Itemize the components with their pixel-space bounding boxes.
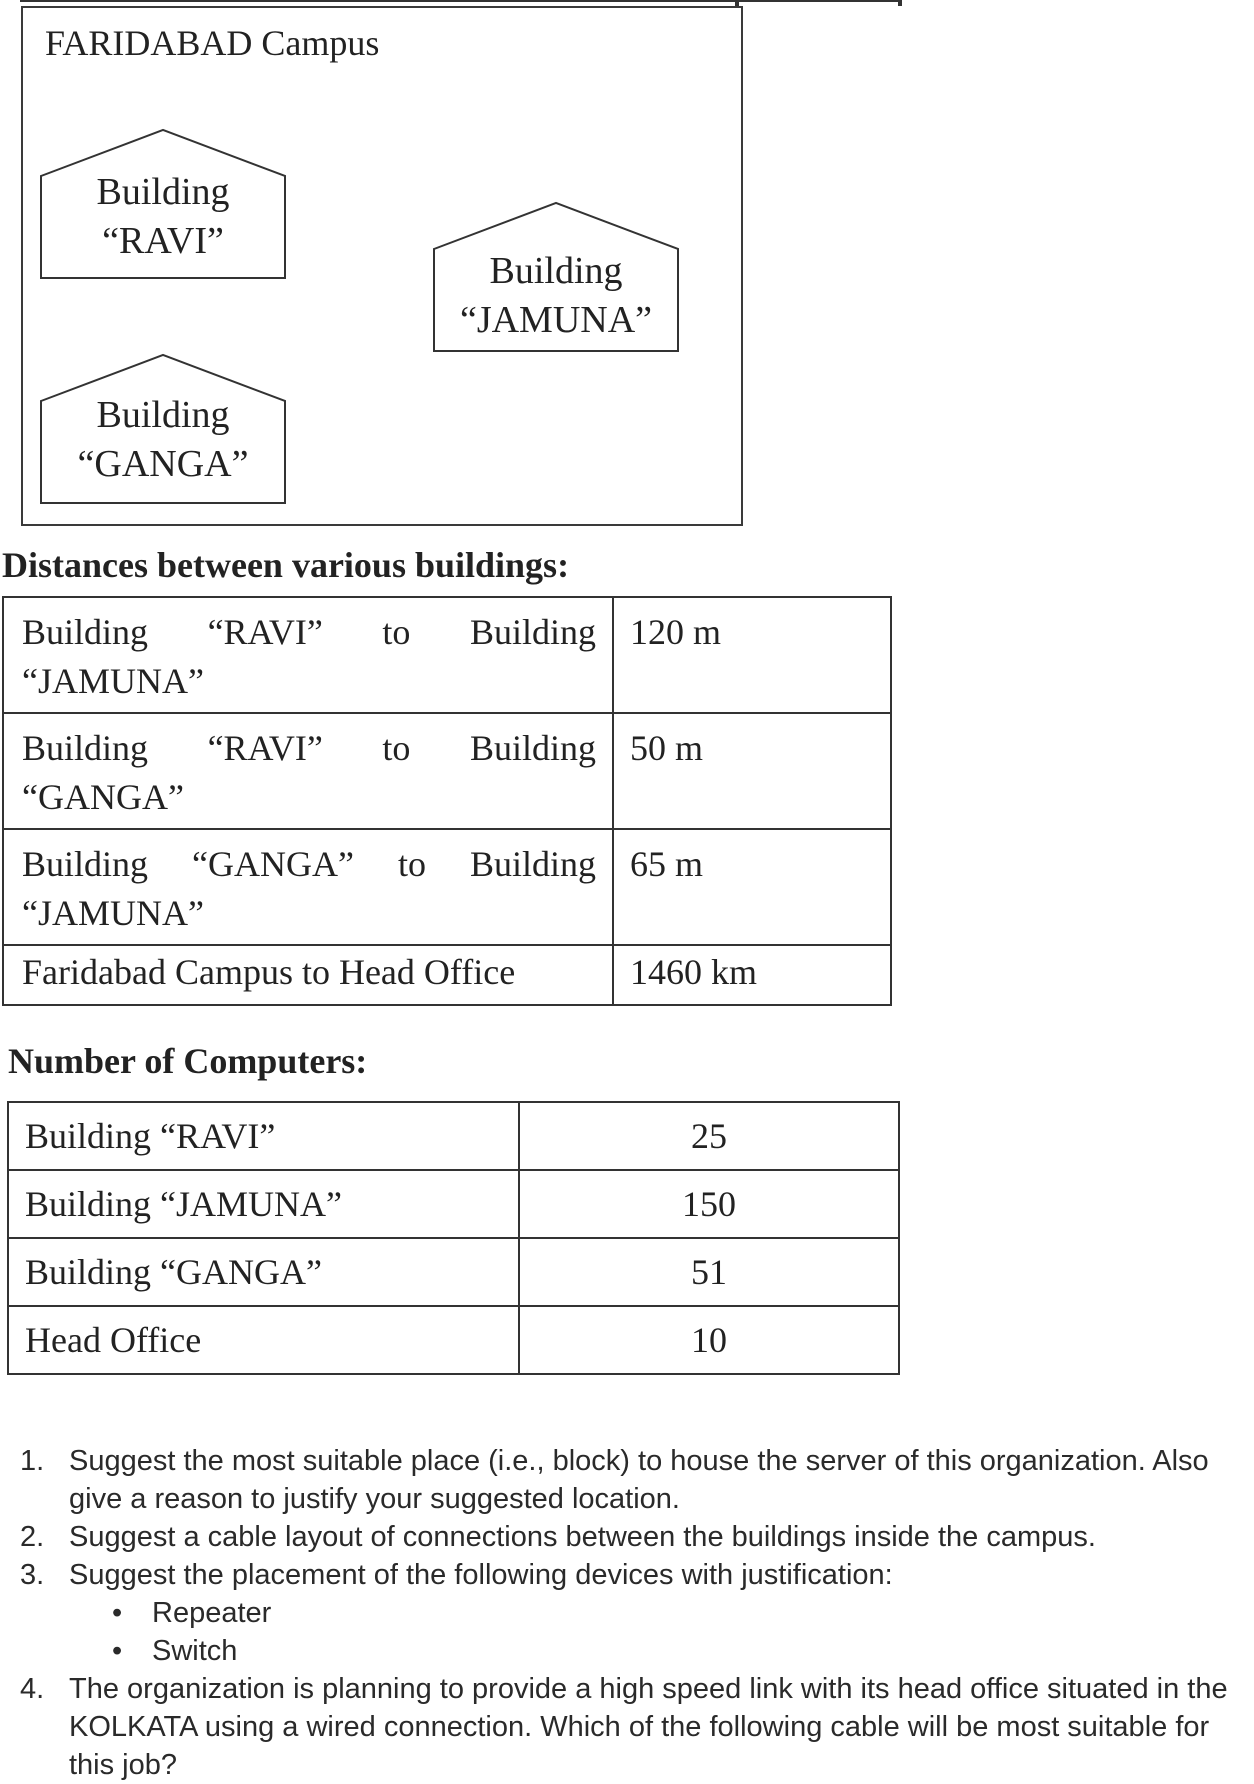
- building-name: “JAMUNA”: [459, 299, 653, 341]
- question-text: Suggest the most suitable place (i.e., block) to house the server of this organization. Also give a reason to justify your suggested location.: [69, 1445, 1209, 1515]
- question-text: Suggest the placement of the following devices with justification:: [69, 1559, 893, 1591]
- questions-list: [0, 1442, 1254, 1784]
- computer-count-cell: 150: [519, 1170, 899, 1238]
- computer-count-cell: 51: [519, 1238, 899, 1306]
- building-label: Building: [489, 250, 623, 292]
- distance-cell: 50 m: [613, 713, 891, 829]
- bullet-text: Repeater: [152, 1597, 272, 1629]
- table-row: [3, 597, 891, 713]
- table-row: [3, 945, 891, 1005]
- computer-count-cell: 25: [519, 1102, 899, 1170]
- distance-cell: 120 m: [613, 597, 891, 713]
- bullet-item: [0, 1632, 1254, 1670]
- question-number: 3.: [20, 1559, 45, 1591]
- table-row: [3, 713, 891, 829]
- question-item: [0, 1670, 1254, 1784]
- route-cell: Faridabad Campus to Head Office: [3, 945, 613, 1005]
- question-number: 4.: [20, 1673, 45, 1705]
- campus-diagram: [21, 6, 743, 526]
- building-name-cell: Building “JAMUNA”: [8, 1170, 519, 1238]
- computers-heading: Number of Computers:: [8, 1041, 368, 1081]
- bullet-icon: •: [112, 1635, 123, 1667]
- table-row: [8, 1306, 899, 1374]
- question-item: [0, 1442, 1254, 1518]
- table-row: [8, 1170, 899, 1238]
- building-ganga: [39, 353, 287, 505]
- question-text: The organization is planning to provide a high speed link with its head office situated in the KOLKATA using a wired connection. Which of the following cable will be most suitable for this job?: [69, 1673, 1228, 1781]
- table-row: [8, 1238, 899, 1306]
- question-text: Suggest a cable layout of connections between the buildings inside the campus.: [69, 1521, 1096, 1553]
- building-name: “GANGA”: [77, 443, 249, 485]
- top-bracket-mark: [898, 0, 902, 6]
- bullet-icon: •: [112, 1597, 123, 1629]
- building-name-cell: Head Office: [8, 1306, 519, 1374]
- building-label: Building: [96, 394, 230, 436]
- building-ravi: [39, 128, 287, 280]
- building-label: Building: [96, 171, 230, 213]
- table-row: [3, 829, 891, 945]
- question-number: 2.: [20, 1521, 45, 1553]
- question-number: 1.: [20, 1445, 45, 1477]
- route-cell: Building “RAVI” to Building “GANGA”: [3, 713, 613, 829]
- question-item: [0, 1518, 1254, 1556]
- distances-table: [2, 596, 892, 1006]
- campus-title: FARIDABAD Campus: [45, 23, 380, 63]
- building-jamuna: [432, 201, 680, 353]
- route-cell: Building “RAVI” to Building “JAMUNA”: [3, 597, 613, 713]
- building-name-cell: Building “GANGA”: [8, 1238, 519, 1306]
- bullet-text: Switch: [152, 1635, 238, 1667]
- distances-heading: Distances between various buildings:: [2, 545, 570, 585]
- distance-cell: 65 m: [613, 829, 891, 945]
- computers-table: [7, 1101, 900, 1375]
- route-cell: Building “GANGA” to Building “JAMUNA”: [3, 829, 613, 945]
- distance-cell: 1460 km: [613, 945, 891, 1005]
- bullet-item: [0, 1594, 1254, 1632]
- table-row: [8, 1102, 899, 1170]
- building-name-cell: Building “RAVI”: [8, 1102, 519, 1170]
- building-name: “RAVI”: [102, 220, 224, 262]
- question-item: [0, 1556, 1254, 1594]
- computer-count-cell: 10: [519, 1306, 899, 1374]
